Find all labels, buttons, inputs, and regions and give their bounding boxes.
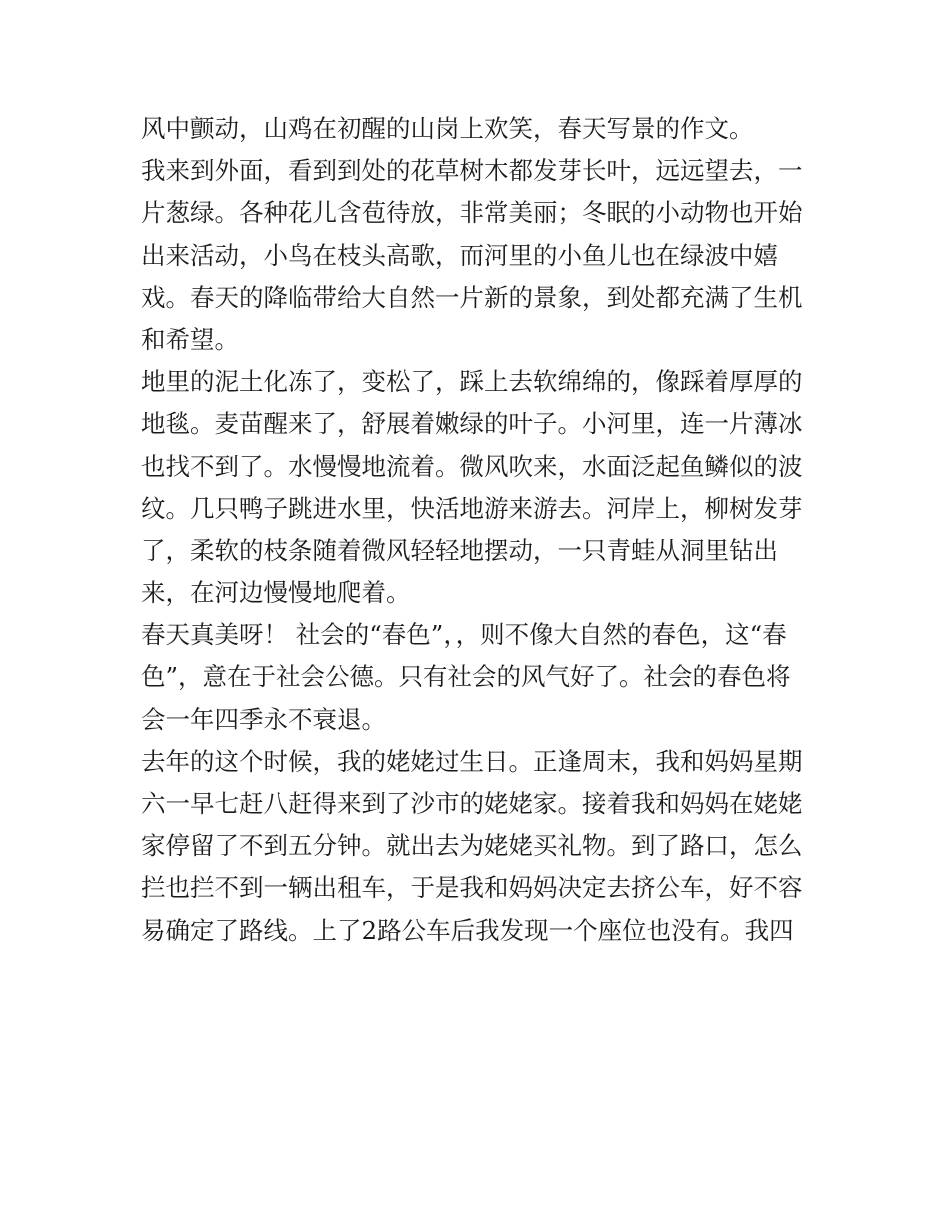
text-line: 出来活动，小鸟在枝头高歌，而河里的小鱼儿也在绿波中嬉	[141, 240, 778, 270]
text-line: 色”，意在于社会公德。只有社会的风气好了。社会的春色将	[141, 662, 791, 692]
text-line: 了，柔软的枝条随着微风轻轻地摆动，一只青蛙从洞里钻出	[141, 535, 778, 565]
text-line: 去年的这个时候，我的姥姥过生日。正逢周末，我和妈妈星期	[141, 746, 803, 776]
text-line: 地里的泥土化冻了，变松了，踩上去软绵绵的，像踩着厚厚的	[141, 367, 803, 397]
text-line: 戏。春天的降临带给大自然一片新的景象，到处都充满了生机	[141, 282, 803, 312]
text-line: 也找不到了。水慢慢地流着。微风吹来，水面泛起鱼鳞似的波	[141, 451, 803, 481]
text-line: 拦也拦不到一辆出租车，于是我和妈妈决定去挤公车，好不容	[141, 873, 803, 903]
text-line: 春天真美呀！ 社会的“春色”，，则不像大自然的春色，这“春	[141, 620, 787, 650]
text-line: 会一年四季永不衰退。	[141, 704, 386, 734]
text-line: 来，在河边慢慢地爬着。	[141, 578, 411, 608]
text-line: 地毯。麦苗醒来了，舒展着嫩绿的叶子。小河里，连一片薄冰	[141, 409, 803, 439]
text-line: 和希望。	[141, 324, 239, 354]
body-text	[141, 108, 821, 952]
text-line: 我来到外面，看到到处的花草树木都发芽长叶，远远望去，一	[141, 156, 803, 186]
text-line: 六一早七赶八赶得来到了沙市的姥姥家。接着我和妈妈在姥姥	[141, 789, 803, 818]
text-line: 家停留了不到五分钟。就出去为姥姥买礼物。到了路口，怎么	[141, 831, 803, 861]
text-line: 纹。几只鸭子跳进水里，快活地游来游去。河岸上，柳树发芽	[141, 493, 803, 523]
text-line: 片葱绿。各种花儿含苞待放，非常美丽；冬眠的小动物也开始	[141, 198, 803, 228]
text-line: 风中颤动，山鸡在初醒的山岗上欢笑，春天写景的作文。	[141, 114, 754, 143]
text-line: 易确定了路线。上了2路公车后我发现一个座位也没有。我四	[141, 915, 794, 945]
